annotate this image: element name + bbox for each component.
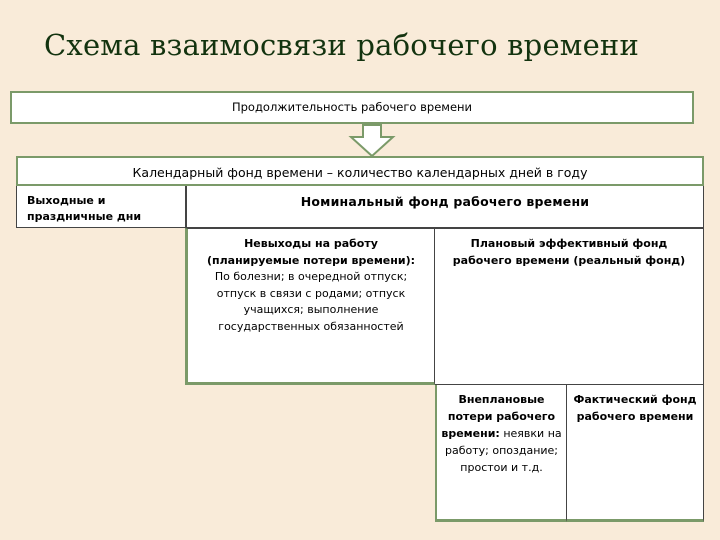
page-title: Схема взаимосвязи рабочего времени	[44, 28, 639, 62]
nominal-fund-box	[186, 186, 704, 228]
calendar-fund-box	[16, 156, 704, 186]
calendar-fund-label	[18, 165, 702, 180]
nominal-fund-label: Номинальный фонд рабочего времени	[300, 194, 590, 209]
planned-absences-box	[185, 228, 435, 385]
working-time-duration-box	[10, 91, 694, 124]
unplanned-losses-box	[435, 385, 567, 522]
planned-effective-fund-box	[435, 228, 704, 385]
actual-fund-label: Фактический фонд рабочего времени	[573, 393, 697, 423]
down-arrow-icon	[348, 124, 396, 158]
actual-fund-box	[567, 385, 704, 522]
unplanned-losses-title: Внеплановые потери рабочего времени:	[441, 393, 556, 440]
planned-absences-title: Невыходы на работу (планируемые потери времени):	[206, 237, 416, 267]
planned-absences-description: По болезни; в очередной отпуск; отпуск в связи с родами; отпуск учащихся; выполнение государственных обязанностей	[214, 270, 408, 333]
planned-effective-fund-label: Плановый эффективный фонд рабочего времени (реальный фонд)	[452, 237, 686, 267]
planned-absences-label	[198, 236, 424, 335]
calendar-fund-description: – количество календарных дней в году	[322, 165, 588, 180]
holidays-label: Выходные и праздничные дни	[27, 194, 142, 223]
working-time-duration-label: Продолжительность рабочего времени	[231, 100, 473, 114]
calendar-fund-title: Календарный фонд времени	[132, 165, 323, 180]
unplanned-losses-description: неявки на работу; опоздание; простои и т.д.	[444, 427, 562, 474]
holidays-box	[16, 186, 186, 228]
unplanned-losses-label	[441, 391, 562, 476]
